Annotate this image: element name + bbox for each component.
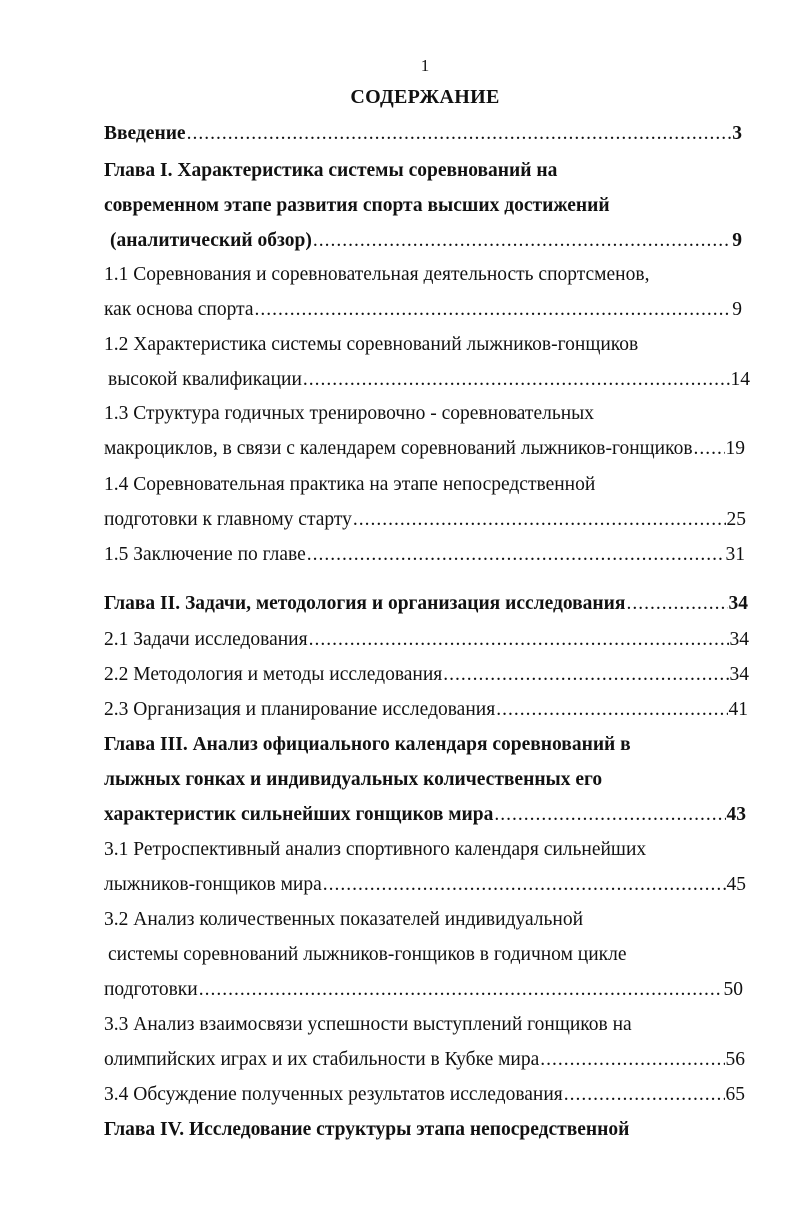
dot-leader <box>694 436 725 462</box>
toc-entry-page: 14 <box>730 369 750 390</box>
toc-entry <box>104 262 649 288</box>
toc-entry <box>108 367 750 393</box>
toc-entry <box>104 837 646 863</box>
toc-entry-text: Глава II. Задачи, методология и организация исследования <box>104 593 626 614</box>
toc-entry-page: 56 <box>725 1049 745 1070</box>
dot-leader <box>540 1047 724 1073</box>
dot-leader <box>496 697 727 723</box>
dot-leader <box>494 802 725 828</box>
toc-entry <box>104 1047 745 1073</box>
toc-entry-text: 1.2 Характеристика системы соревнований лыжников-гонщиков <box>104 334 639 355</box>
page-title: СОДЕРЖАНИЕ <box>350 86 500 108</box>
toc-entry-text: подготовки <box>104 979 198 1000</box>
toc-entry-page: 50 <box>723 979 743 1000</box>
toc-entry-text: 1.5 Заключение по главе <box>104 544 306 565</box>
toc-entry <box>104 542 745 568</box>
toc-entry-page: 9 <box>732 299 742 320</box>
toc-entry-page: 41 <box>728 699 748 720</box>
toc-entry-page: 3 <box>732 123 742 144</box>
toc-entry-text: 3.2 Анализ количественных показателей индивидуальной <box>104 909 584 930</box>
toc-entry-text: подготовки к главному старту <box>104 509 352 530</box>
toc-entry-text: современном этапе развития спорта высших достижений <box>104 195 610 216</box>
toc-entry-text: Введение <box>104 123 186 144</box>
dot-leader <box>313 228 731 254</box>
dot-leader <box>626 591 727 617</box>
toc-entry-text: 2.1 Задачи исследования <box>104 629 308 650</box>
toc-entry <box>104 872 746 898</box>
toc-entry-page: 31 <box>725 544 745 565</box>
toc-entry-text: (аналитический обзор) <box>110 230 312 251</box>
dot-leader <box>353 507 726 533</box>
toc-entry-text: 3.4 Обсуждение полученных результатов исследования <box>104 1084 563 1105</box>
toc-entry-text: Глава III. Анализ официального календаря соревнований в <box>104 734 631 755</box>
dot-leader <box>307 542 725 568</box>
toc-entry <box>104 332 638 358</box>
toc-entry-text: олимпийских играх и их стабильности в Кубке мира <box>104 1049 540 1070</box>
toc-entry <box>104 662 749 688</box>
dot-leader <box>303 367 730 393</box>
dot-leader <box>323 872 726 898</box>
toc-entry-text: макроциклов, в связи с календарем соревнований лыжников-гонщиков <box>104 438 693 459</box>
toc-entry <box>104 507 746 533</box>
toc-entry-text: лыжных гонках и индивидуальных количественных его <box>104 769 603 790</box>
toc-entry <box>104 436 745 462</box>
toc-entry-page: 65 <box>725 1084 745 1105</box>
toc-entry <box>104 1012 632 1038</box>
toc-entry-text: системы соревнований лыжников-гонщиков в годичном цикле <box>108 944 627 965</box>
toc-entry <box>104 297 742 323</box>
toc-entry <box>104 802 746 828</box>
toc-entry-text: 1.4 Соревновательная практика на этапе непосредственной <box>104 474 596 495</box>
toc-entry-text: 1.1 Соревнования и соревновательная деятельность спортсменов, <box>104 264 650 285</box>
toc-entry <box>104 1117 629 1143</box>
toc-entry <box>104 907 583 933</box>
toc-entry-text: 1.3 Структура годичных тренировочно - соревновательных <box>104 403 595 424</box>
toc-entry-page: 19 <box>725 438 745 459</box>
toc-entry-page: 9 <box>732 230 742 251</box>
toc-entry <box>104 767 602 793</box>
toc-entry-page: 25 <box>726 509 746 530</box>
dot-leader <box>443 662 728 688</box>
dot-leader <box>309 627 729 653</box>
toc-entry <box>104 977 743 1003</box>
toc-entry-page: 45 <box>726 874 746 895</box>
dot-leader <box>255 297 732 323</box>
toc-entry-text: характеристик сильнейших гонщиков мира <box>104 804 494 825</box>
toc-entry <box>104 1082 745 1108</box>
dot-leader <box>199 977 723 1003</box>
page-number: 1 <box>420 56 430 75</box>
toc-entry <box>104 697 748 723</box>
dot-leader <box>564 1082 725 1108</box>
toc-entry <box>104 591 748 617</box>
toc-entry-page: 34 <box>729 664 749 685</box>
toc-entry-text: 3.3 Анализ взаимосвязи успешности выступлений гонщиков на <box>104 1014 632 1035</box>
toc-entry-text: Глава IV. Исследование структуры этапа непосредственной <box>104 1119 630 1140</box>
toc-entry <box>104 193 610 219</box>
toc-entry <box>104 121 742 147</box>
toc-entry <box>110 228 742 254</box>
toc-entry-text: лыжников-гонщиков мира <box>104 874 322 895</box>
toc-entry <box>104 732 631 758</box>
toc-entry-text: Глава I. Характеристика системы соревнований на <box>104 160 558 181</box>
toc-entry-text: 2.2 Методология и методы исследования <box>104 664 443 685</box>
toc-entry-text: 3.1 Ретроспективный анализ спортивного календаря сильнейших <box>104 839 647 860</box>
toc-entry-text: высокой квалификации <box>108 369 302 390</box>
toc-entry <box>104 472 595 498</box>
toc-entry-text: как основа спорта <box>104 299 254 320</box>
toc-entry-page: 34 <box>728 593 748 614</box>
toc-entry-page: 34 <box>729 629 749 650</box>
toc-entry <box>108 942 627 968</box>
dot-leader <box>187 121 732 147</box>
toc-entry-text: 2.3 Организация и планирование исследования <box>104 699 496 720</box>
toc-entry <box>104 401 594 427</box>
toc-entry <box>104 627 749 653</box>
toc-entry <box>104 158 557 184</box>
toc-entry-page: 43 <box>726 804 746 825</box>
